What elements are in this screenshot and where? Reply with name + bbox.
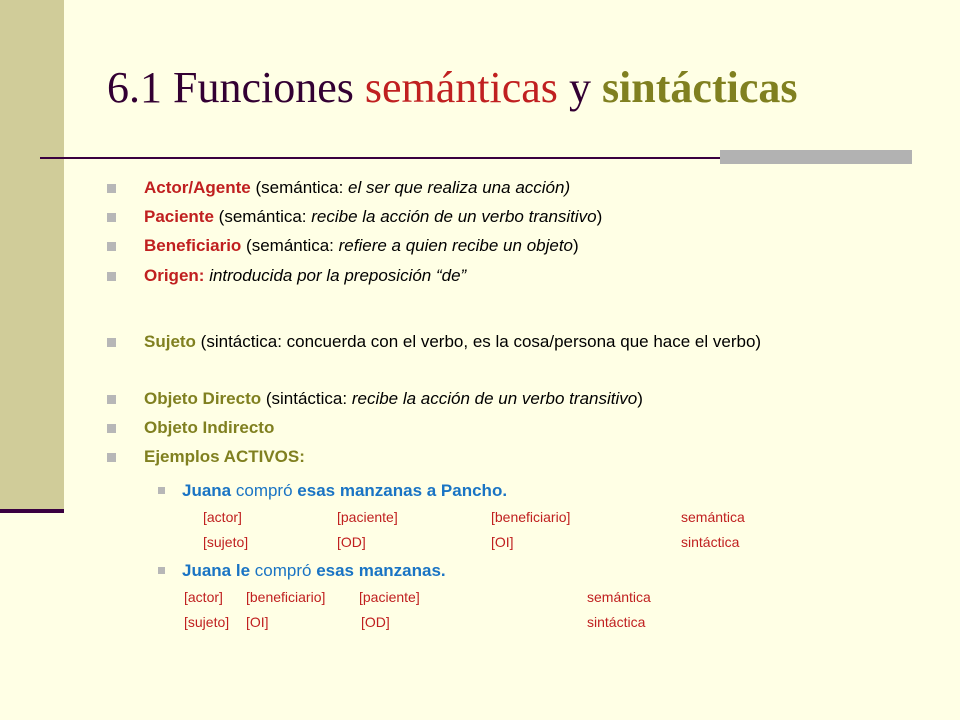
example-1-word-1: Juana [182,481,232,500]
example-2-label-sujeto: [sujeto] [184,614,230,630]
example-1-word-2: compró [231,481,298,500]
example-1-label-beneficiario: [beneficiario] [491,509,571,525]
term-objeto-directo: Objeto Directo [144,389,262,408]
example-2-word-2: compró [250,561,317,580]
example-1-label-oi: [OI] [491,534,514,550]
bullet-objeto-indirecto [107,416,867,440]
term-open: (semántica: [250,178,349,197]
example-1-sentence [147,479,507,503]
term-close: ) [596,207,603,226]
left-decorative-bar [0,0,64,512]
term-description: el ser que realiza una acción) [348,178,571,197]
term-objeto-indirecto: Objeto Indirecto [144,418,275,437]
example-1-label-semantica: semántica [681,509,745,525]
example-1-word-3: esas manzanas a Pancho. [297,481,508,500]
example-1-label-sintactica: sintáctica [681,534,740,550]
example-2-sentence [147,559,446,583]
example-1-label-actor: [actor] [203,509,242,525]
term-open: (sintáctica: [261,389,352,408]
term-beneficiario: Beneficiario [144,236,242,255]
term-description: recibe la acción de un verbo transitivo [351,389,638,408]
example-2-label-actor: [actor] [184,589,223,605]
title-part-4: sintácticas [601,63,798,112]
example-2-label-beneficiario: [beneficiario] [246,589,326,605]
term-description: recibe la acción de un verbo transitivo [311,207,597,226]
slide-title [107,62,797,113]
example-2-word-3: esas manzanas. [316,561,446,580]
term-actor-agente: Actor/Agente [144,178,251,197]
example-2-word-1: Juana le [182,561,251,580]
bullet-origen [107,264,867,288]
example-1-label-paciente: [paciente] [337,509,398,525]
title-part-1: 6.1 Funciones [107,63,365,112]
example-1-label-sujeto: [sujeto] [203,534,249,550]
bullet-beneficiario [107,234,867,258]
example-1-label-od: [OD] [337,534,366,550]
example-2-label-sintactica: sintáctica [587,614,646,630]
left-bar-rule [0,509,64,513]
bullet-objeto-directo [107,387,867,411]
bullet-sujeto [107,330,867,354]
title-part-2: semánticas [364,63,558,112]
term-close: ) [573,236,579,255]
term-close: ) [637,389,643,408]
bullet-ejemplos [107,445,867,469]
example-2-label-od: [OD] [361,614,390,630]
term-description: introducida por la preposición “de” [209,266,467,285]
term-paciente: Paciente [144,207,214,226]
term-open: (semántica: [241,236,339,255]
term-ejemplos: Ejemplos ACTIVOS: [144,447,305,466]
term-open: (semántica: [213,207,312,226]
example-2-label-paciente: [paciente] [359,589,420,605]
title-part-3: y [557,63,602,112]
term-description: (sintáctica: concuerda con el verbo, es la cosa/persona que hace el verbo) [195,332,762,351]
bullet-actor-agente [107,176,867,200]
example-2-label-semantica: semántica [587,589,651,605]
title-underline-accent [720,150,912,164]
term-description: refiere a quien recibe un objeto [338,236,574,255]
term-sujeto: Sujeto [144,332,196,351]
example-2-label-oi: [OI] [246,614,269,630]
bullet-paciente [107,205,867,229]
term-origen: Origen: [144,266,205,285]
